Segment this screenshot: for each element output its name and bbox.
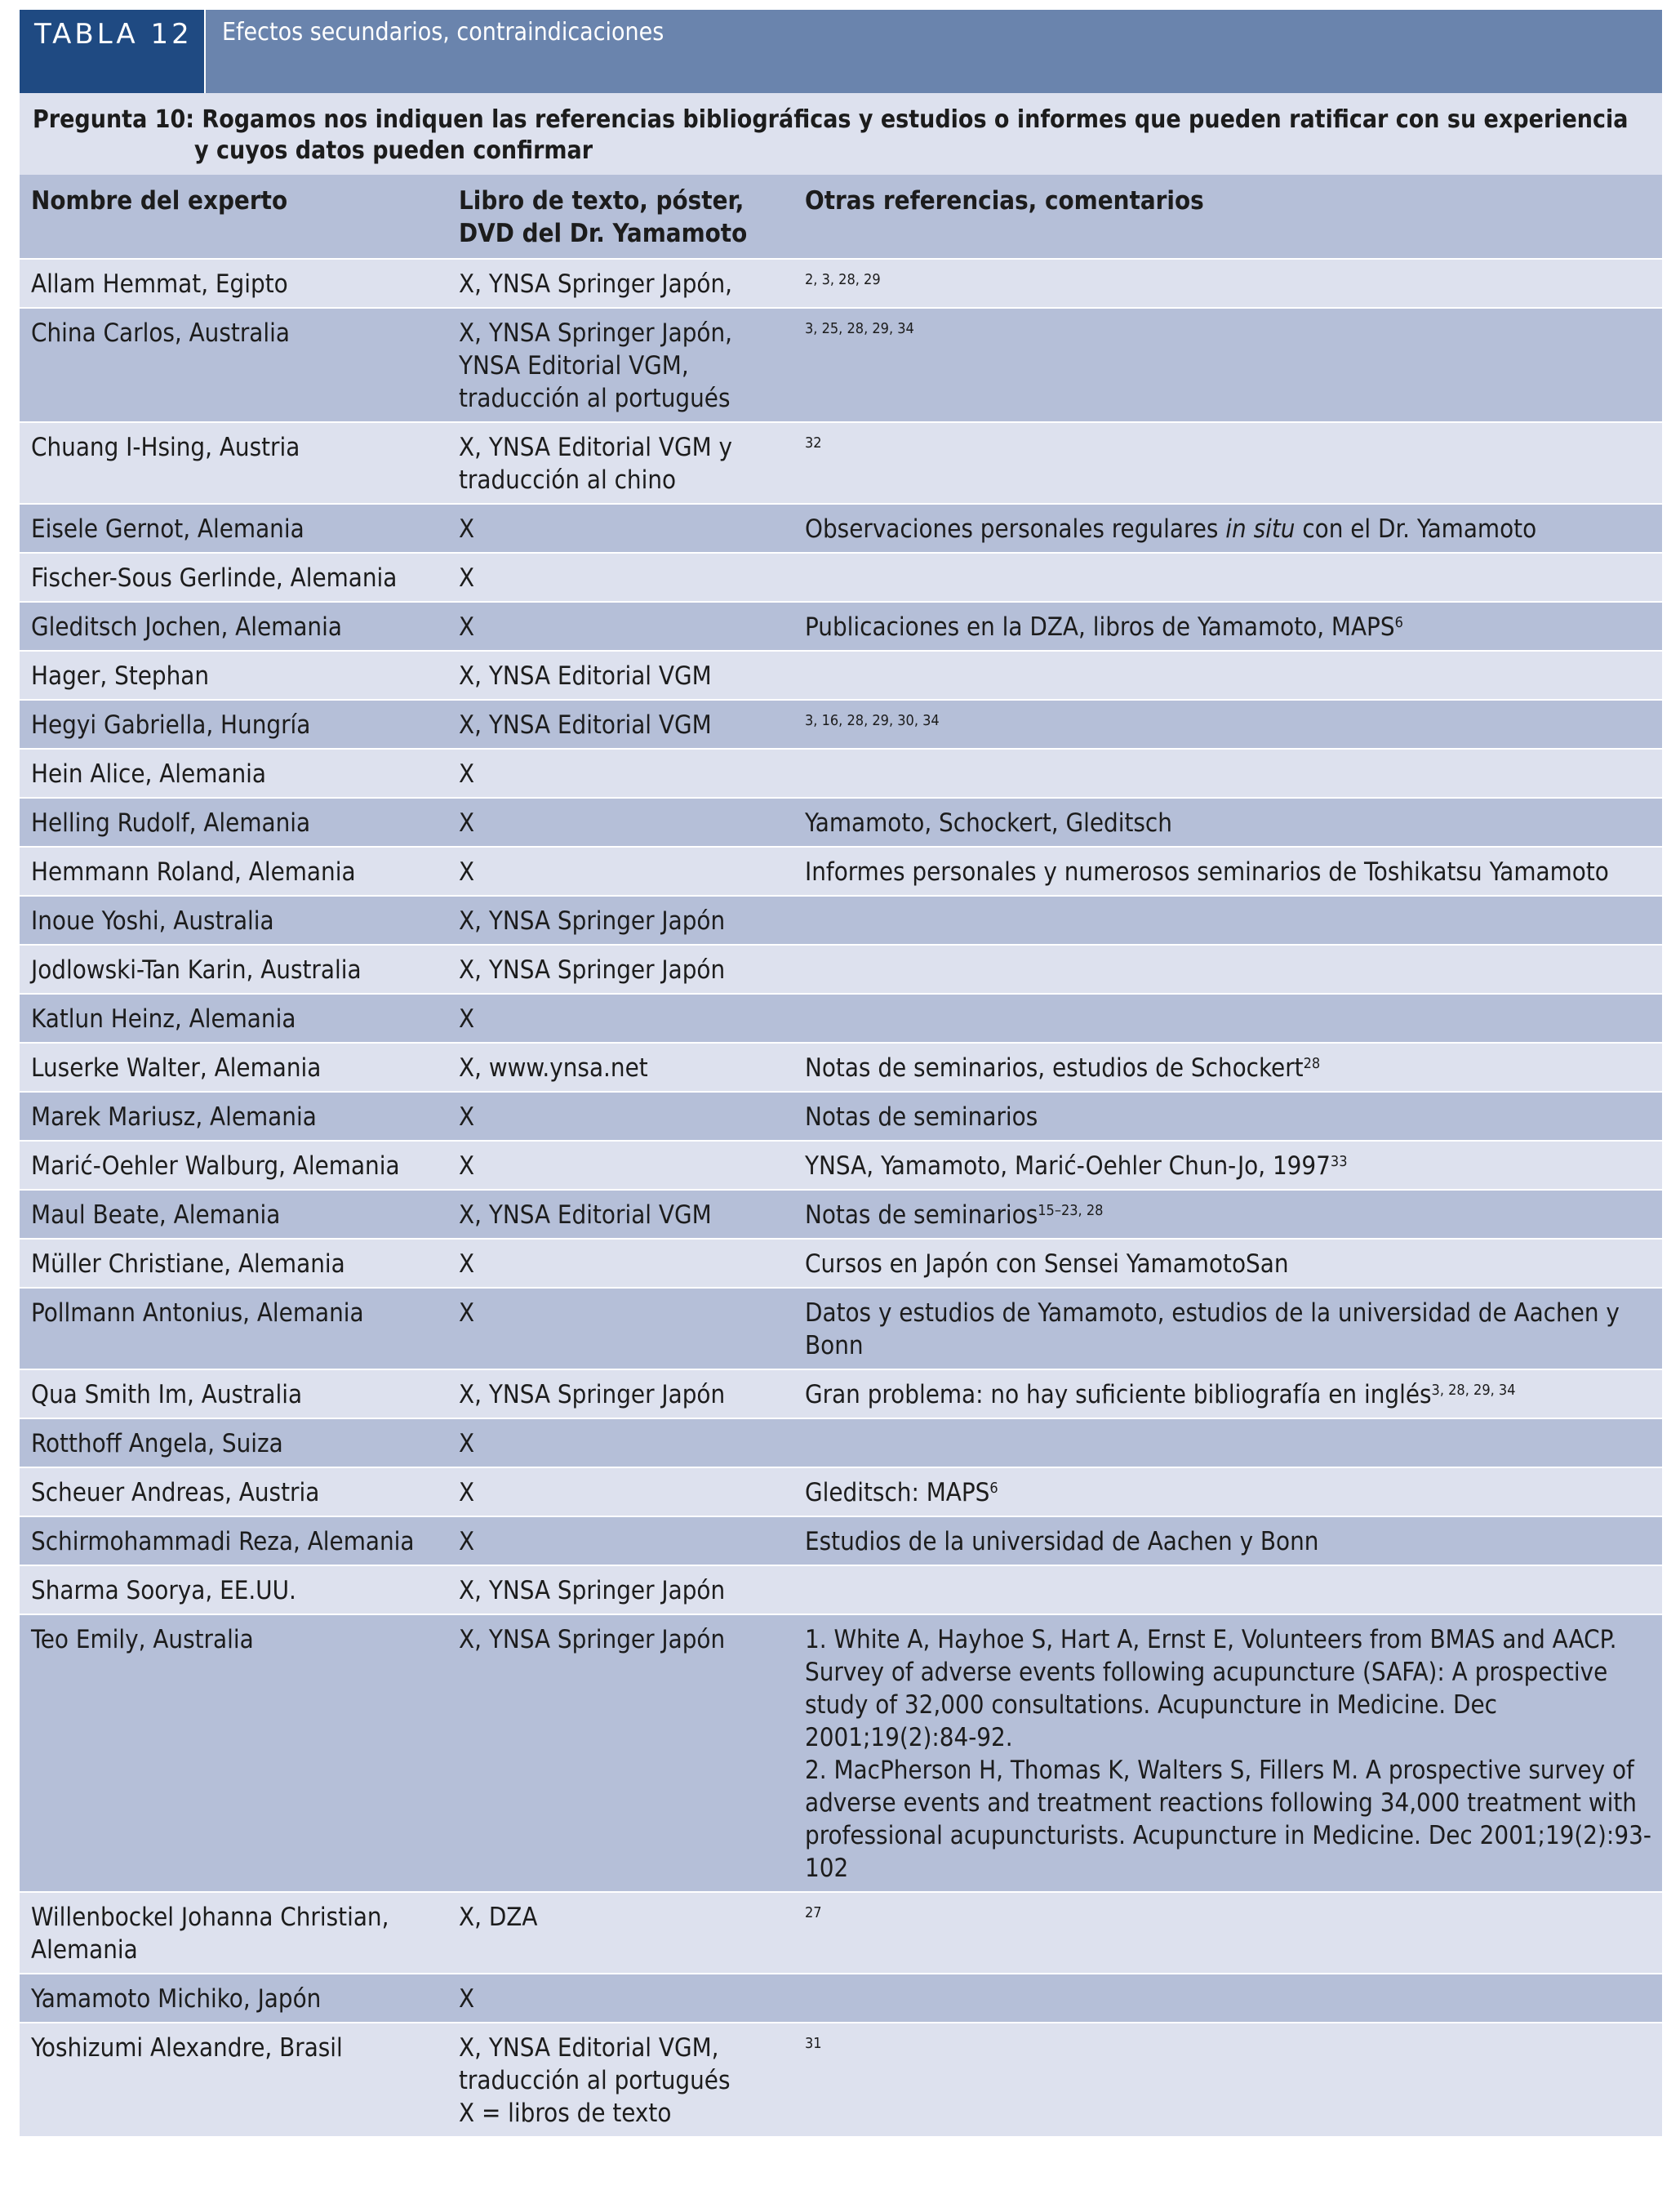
books-text: X xyxy=(459,1298,475,1328)
table-row xyxy=(20,553,1662,602)
references-cell xyxy=(793,1516,1662,1565)
citation-superscript: 31 xyxy=(805,2035,822,2052)
citation-superscript: 2, 3, 28, 29 xyxy=(805,271,881,288)
references-cell xyxy=(793,259,1662,308)
reference-text: Publicaciones en la DZA, libros de Yamamoto, MAPS xyxy=(805,612,1395,642)
citation-superscript: 6 xyxy=(1394,614,1403,631)
expert-name: Chuang I-Hsing, Austria xyxy=(20,422,447,504)
books-text: X, YNSA Editorial VGM y traducción al chino xyxy=(459,433,732,495)
references-cell xyxy=(793,1239,1662,1288)
expert-name: Luserke Walter, Alemania xyxy=(20,1043,447,1092)
column-header-row xyxy=(20,175,1662,259)
expert-name: Schirmohammadi Reza, Alemania xyxy=(20,1516,447,1565)
books-cell xyxy=(447,1892,793,1974)
references-cell xyxy=(793,700,1662,749)
books-cell xyxy=(447,602,793,651)
books-text: X, YNSA Springer Japón xyxy=(459,955,726,985)
table-header xyxy=(20,10,1662,93)
table-row xyxy=(20,2023,1662,2137)
books-cell xyxy=(447,798,793,847)
reference-text: Yamamoto, Schockert, Gleditsch xyxy=(805,808,1172,838)
references-cell xyxy=(793,1974,1662,2023)
expert-name: Allam Hemmat, Egipto xyxy=(20,259,447,308)
books-text: X, DZA xyxy=(459,1903,538,1932)
references-cell xyxy=(793,749,1662,798)
table-row xyxy=(20,1974,1662,2023)
expert-name: Hegyi Gabriella, Hungría xyxy=(20,700,447,749)
books-cell xyxy=(447,1141,793,1190)
experts-table xyxy=(20,175,1662,2138)
books-text: X, YNSA Springer Japón xyxy=(459,1576,726,1605)
citation-superscript: 3, 16, 28, 29, 30, 34 xyxy=(805,712,940,729)
books-cell xyxy=(447,259,793,308)
expert-name: Hemmann Roland, Alemania xyxy=(20,847,447,896)
books-cell xyxy=(447,1092,793,1141)
expert-name: Fischer-Sous Gerlinde, Alemania xyxy=(20,553,447,602)
table-row xyxy=(20,994,1662,1043)
table-row xyxy=(20,422,1662,504)
column-header-refs: Otras referencias, comentarios xyxy=(793,175,1662,259)
expert-name: Sharma Soorya, EE.UU. xyxy=(20,1565,447,1614)
references-cell xyxy=(793,553,1662,602)
expert-name: Gleditsch Jochen, Alemania xyxy=(20,602,447,651)
books-text: X xyxy=(459,612,475,642)
references-cell xyxy=(793,896,1662,945)
books-cell xyxy=(447,749,793,798)
books-cell xyxy=(447,2023,793,2137)
books-cell xyxy=(447,308,793,422)
books-text: X xyxy=(459,1527,475,1556)
table-row xyxy=(20,1467,1662,1516)
citation-superscript: 27 xyxy=(805,1904,822,1921)
books-cell xyxy=(447,422,793,504)
references-cell xyxy=(793,798,1662,847)
table-row xyxy=(20,1043,1662,1092)
references-cell xyxy=(793,847,1662,896)
books-text: X, YNSA Editorial VGM xyxy=(459,1200,712,1230)
table-row xyxy=(20,1614,1662,1892)
expert-name: Teo Emily, Australia xyxy=(20,1614,447,1892)
reference-text: Estudios de la universidad de Aachen y Bonn xyxy=(805,1527,1319,1556)
expert-name: China Carlos, Australia xyxy=(20,308,447,422)
references-cell xyxy=(793,1092,1662,1141)
references-cell xyxy=(793,994,1662,1043)
references-cell xyxy=(793,651,1662,700)
column-header-books: Libro de texto, póster, DVD del Dr. Yamamoto xyxy=(447,175,793,259)
references-cell xyxy=(793,1892,1662,1974)
citation-superscript: 33 xyxy=(1330,1153,1348,1170)
books-text: X xyxy=(459,759,475,789)
expert-name: Rotthoff Angela, Suiza xyxy=(20,1418,447,1467)
books-cell xyxy=(447,1467,793,1516)
question-line-2: y cuyos datos pueden confirmar xyxy=(194,136,593,165)
reference-text: Gran problema: no hay suficiente bibliografía en inglés xyxy=(805,1380,1432,1409)
table-row xyxy=(20,1092,1662,1141)
table-number-label: TABLA 12 xyxy=(20,10,204,93)
table-row xyxy=(20,1565,1662,1614)
expert-name: Katlun Heinz, Alemania xyxy=(20,994,447,1043)
books-text: X xyxy=(459,1429,475,1458)
references-cell xyxy=(793,1369,1662,1418)
expert-name: Willenbockel Johanna Christian, Alemania xyxy=(20,1892,447,1974)
table-row xyxy=(20,308,1662,422)
references-cell xyxy=(793,1614,1662,1892)
references-cell xyxy=(793,1190,1662,1239)
books-cell xyxy=(447,1239,793,1288)
expert-name: Marek Mariusz, Alemania xyxy=(20,1092,447,1141)
books-text: X xyxy=(459,1249,475,1279)
books-cell xyxy=(447,553,793,602)
books-cell xyxy=(447,1565,793,1614)
expert-name: Scheuer Andreas, Austria xyxy=(20,1467,447,1516)
reference-text: Informes personales y numerosos seminarios de Toshikatsu Yamamoto xyxy=(805,857,1609,887)
books-text: X xyxy=(459,1478,475,1507)
books-text: X, YNSA Springer Japón, YNSA Editorial VGM, traducción al portugués xyxy=(459,318,733,413)
references-cell xyxy=(793,945,1662,994)
references-cell xyxy=(793,308,1662,422)
table-row xyxy=(20,1418,1662,1467)
table-row xyxy=(20,1516,1662,1565)
books-text: X, YNSA Springer Japón xyxy=(459,906,726,936)
references-cell xyxy=(793,2023,1662,2137)
books-cell xyxy=(447,1418,793,1467)
books-text: X, YNSA Editorial VGM xyxy=(459,661,712,691)
books-text: X xyxy=(459,808,475,838)
references-cell xyxy=(793,504,1662,553)
reference-italic: in situ xyxy=(1225,514,1296,544)
books-cell xyxy=(447,651,793,700)
table-row xyxy=(20,1239,1662,1288)
table-row xyxy=(20,847,1662,896)
reference-text: 1. White A, Hayhoe S, Hart A, Ernst E, Volunteers from BMAS and AACP. Survey of adverse events following acupuncture (SAFA): A prospective study of 32,000 consultations. Acupuncture in Medicine. Dec 2001;19(2):84-92. xyxy=(805,1625,1617,1752)
books-text: X xyxy=(459,1102,475,1132)
reference-text-2: 2. MacPherson H, Thomas K, Walters S, Fillers M. A prospective survey of adverse events and treatment reactions following 34,000 treatment with professional acupuncturists. Acupuncture in Medicine. Dec 2001;19(2):93-102 xyxy=(805,1756,1651,1883)
reference-text: Notas de seminarios xyxy=(805,1200,1038,1230)
books-cell xyxy=(447,847,793,896)
reference-text-end: con el Dr. Yamamoto xyxy=(1295,514,1537,544)
books-cell xyxy=(447,896,793,945)
expert-name: Yoshizumi Alexandre, Brasil xyxy=(20,2023,447,2137)
citation-superscript: 15–23, 28 xyxy=(1038,1202,1104,1219)
books-text: X xyxy=(459,857,475,887)
reference-text: Notas de seminarios xyxy=(805,1102,1038,1132)
references-cell xyxy=(793,1467,1662,1516)
table-row xyxy=(20,1892,1662,1974)
books-cell xyxy=(447,1043,793,1092)
table-row xyxy=(20,1288,1662,1369)
books-legend: X = libros de texto xyxy=(459,2099,672,2128)
table-row xyxy=(20,896,1662,945)
references-cell xyxy=(793,602,1662,651)
reference-text: Notas de seminarios, estudios de Schockert xyxy=(805,1053,1304,1083)
table-row xyxy=(20,504,1662,553)
table-title: Efectos secundarios, contraindicaciones xyxy=(206,10,1662,93)
books-cell xyxy=(447,1516,793,1565)
books-text: X, www.ynsa.net xyxy=(459,1053,648,1083)
books-text: X, YNSA Editorial VGM, traducción al portugués xyxy=(459,2033,731,2095)
books-cell xyxy=(447,1190,793,1239)
citation-superscript: 3, 25, 28, 29, 34 xyxy=(805,320,914,337)
table-row xyxy=(20,602,1662,651)
expert-name: Eisele Gernot, Alemania xyxy=(20,504,447,553)
reference-text: Datos y estudios de Yamamoto, estudios de la universidad de Aachen y Bonn xyxy=(805,1298,1620,1360)
question-text xyxy=(20,93,1662,175)
books-cell xyxy=(447,945,793,994)
expert-name: Müller Christiane, Alemania xyxy=(20,1239,447,1288)
expert-name: Maul Beate, Alemania xyxy=(20,1190,447,1239)
table-row xyxy=(20,798,1662,847)
citation-superscript: 6 xyxy=(989,1480,998,1497)
expert-name: Qua Smith Im, Australia xyxy=(20,1369,447,1418)
references-cell xyxy=(793,1565,1662,1614)
table-row xyxy=(20,1141,1662,1190)
books-text: X xyxy=(459,1004,475,1034)
reference-text: Cursos en Japón con Sensei YamamotoSan xyxy=(805,1249,1289,1279)
table-row xyxy=(20,259,1662,308)
citation-superscript: 32 xyxy=(805,434,822,452)
question-line-1: Pregunta 10: Rogamos nos indiquen las referencias bibliográficas y estudios o informes que pueden ratificar con su experiencia xyxy=(33,105,1629,134)
books-cell xyxy=(447,504,793,553)
reference-text: Observaciones personales regulares xyxy=(805,514,1226,544)
expert-name: Pollmann Antonius, Alemania xyxy=(20,1288,447,1369)
table-row xyxy=(20,700,1662,749)
books-cell xyxy=(447,700,793,749)
citation-superscript: 3, 28, 29, 34 xyxy=(1431,1382,1516,1399)
books-cell xyxy=(447,994,793,1043)
citation-superscript: 28 xyxy=(1303,1055,1321,1072)
table-row xyxy=(20,945,1662,994)
books-cell xyxy=(447,1369,793,1418)
books-text: X, YNSA Springer Japón xyxy=(459,1380,726,1409)
references-cell xyxy=(793,1418,1662,1467)
books-cell xyxy=(447,1614,793,1892)
references-cell xyxy=(793,422,1662,504)
table-page xyxy=(20,10,1662,2138)
expert-name: Yamamoto Michiko, Japón xyxy=(20,1974,447,2023)
expert-name: Marić-Oehler Walburg, Alemania xyxy=(20,1141,447,1190)
books-text: X, YNSA Springer Japón xyxy=(459,1625,726,1654)
table-row xyxy=(20,1369,1662,1418)
books-text: X, YNSA Springer Japón, xyxy=(459,269,733,299)
expert-name: Hein Alice, Alemania xyxy=(20,749,447,798)
books-text: X xyxy=(459,1984,475,2014)
table-row xyxy=(20,651,1662,700)
books-text: X, YNSA Editorial VGM xyxy=(459,710,712,740)
expert-name: Inoue Yoshi, Australia xyxy=(20,896,447,945)
books-text: X xyxy=(459,563,475,593)
reference-text: Gleditsch: MAPS xyxy=(805,1478,990,1507)
expert-name: Jodlowski-Tan Karin, Australia xyxy=(20,945,447,994)
expert-name: Helling Rudolf, Alemania xyxy=(20,798,447,847)
reference-text: YNSA, Yamamoto, Marić-Oehler Chun-Jo, 1997 xyxy=(805,1151,1331,1181)
references-cell xyxy=(793,1288,1662,1369)
expert-name: Hager, Stephan xyxy=(20,651,447,700)
books-text: X xyxy=(459,1151,475,1181)
books-cell xyxy=(447,1288,793,1369)
table-row xyxy=(20,749,1662,798)
books-text: X xyxy=(459,514,475,544)
column-header-name: Nombre del experto xyxy=(20,175,447,259)
table-row xyxy=(20,1190,1662,1239)
books-cell xyxy=(447,1974,793,2023)
references-cell xyxy=(793,1141,1662,1190)
references-cell xyxy=(793,1043,1662,1092)
